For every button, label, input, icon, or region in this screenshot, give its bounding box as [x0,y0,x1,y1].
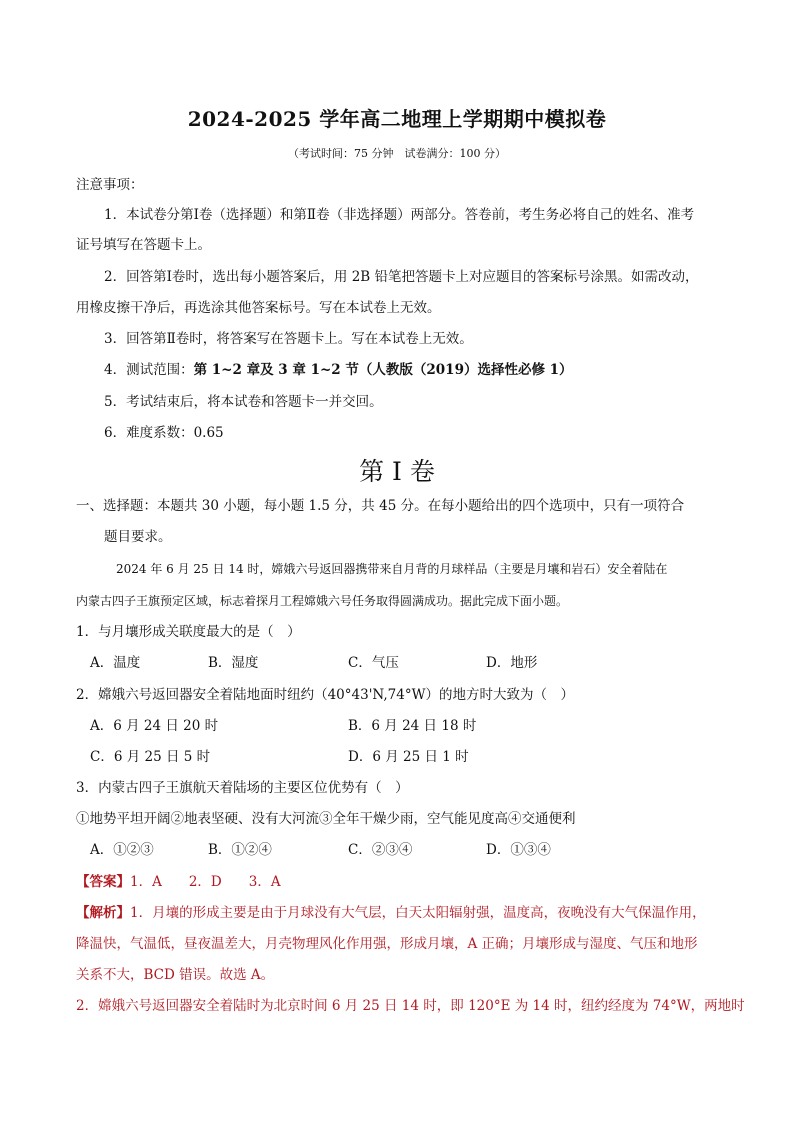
notice-item: 2．回答第Ⅰ卷时，选出每小题答案后，用 2B 铅笔把答题卡上对应题目的答案标号涂黑。如需改动， [104,269,699,285]
notice-scope [104,361,573,379]
option-b: B．湿度 [208,655,259,671]
analysis-text: 降温快，气温低，昼夜温差大，月壳物理风化作用强，形成月壤，A 正确；月壤形成与湿度、气压和地形 [76,936,698,952]
option-a: A．①②③ [90,842,154,858]
option-c: C．气压 [348,655,399,671]
option-d: D．6 月 25 日 1 时 [348,749,469,765]
analysis-label: 【解析】 [76,905,130,921]
answer-label: 【答案】 [76,874,130,890]
question-statements: ①地势平坦开阔②地表坚硬、没有大河流③全年干燥少雨，空气能见度高④交通便利 [76,811,576,827]
passage: 内蒙古四子王旗预定区域，标志着探月工程嫦娥六号任务取得圆满成功。据此完成下面小题。 [76,594,569,608]
notice-item: 6．难度系数：0.65 [104,425,224,441]
exam-info: （考试时间：75 分钟 试卷满分：100 分） [288,147,506,160]
question-stem: 3．内蒙古四子王旗航天着陆场的主要区位优势有（ ） [76,780,409,796]
passage: 2024 年 6 月 25 日 14 时，嫦娥六号返回器携带来自月背的月球样品（主要是月壤和岩石）安全着陆在 [116,562,668,576]
notice-item: 证号填写在答题卡上。 [76,237,211,253]
notice-item: 5．考试结束后，将本试卷和答题卡一并交回。 [104,394,383,410]
analysis-text: 2．嫦娥六号返回器安全着陆时为北京时间 6 月 25 日 14 时，即 120°E 为 14 时，纽约经度为 74°W，两地时 [76,998,745,1014]
analysis-text: 关系不大，BCD 错误。故选 A。 [76,967,275,983]
notice-item: 用橡皮擦干净后，再选涂其他答案标号。写在本试卷上无效。 [76,300,441,316]
notice-item: 1．本试卷分第Ⅰ卷（选择题）和第Ⅱ卷（非选择题）两部分。答卷前，考生务必将自己的姓名、准考 [104,207,695,223]
option-a: A．6 月 24 日 20 时 [90,718,219,734]
option-d: D．①③④ [486,842,551,858]
notice-item: 3．回答第Ⅱ卷时，将答案写在答题卡上。写在本试卷上无效。 [104,331,473,347]
option-c: C．②③④ [348,842,413,858]
option-b: B．①②④ [208,842,272,858]
answer-line [76,873,281,891]
section-title: 第 I 卷 [359,457,435,486]
scope-prefix: 4．测试范围： [104,362,194,378]
question-stem: 1．与月壤形成关联度最大的是（ ） [76,624,301,640]
option-a: A．温度 [90,655,141,671]
question-stem: 2．嫦娥六号返回器安全着陆地面时纽约（40°43'N,74°W）的地方时大致为（ ） [76,687,574,703]
page-title: 2024-2025 学年高二地理上学期期中模拟卷 [187,107,607,131]
notice-heading: 注意事项： [76,177,144,193]
part-heading: 题目要求。 [104,529,172,545]
analysis-line [76,904,706,922]
option-d: D．地形 [486,655,538,671]
option-b: B．6 月 24 日 18 时 [348,718,477,734]
part-heading: 一、选择题：本题共 30 小题，每小题 1.5 分，共 45 分。在每小题给出的四个选项中，只有一项符合 [76,498,685,514]
answer-text: 1．A 2．D 3．A [130,874,281,890]
option-c: C．6 月 25 日 5 时 [90,749,211,765]
analysis-text: 1．月壤的形成主要是由于月球没有大气层，白天太阳辐射强，温度高，夜晚没有大气保温作用， [130,905,706,921]
scope-range: 第 1~2 章及 3 章 1~2 节（人教版（2019）选择性必修 1） [193,362,573,378]
